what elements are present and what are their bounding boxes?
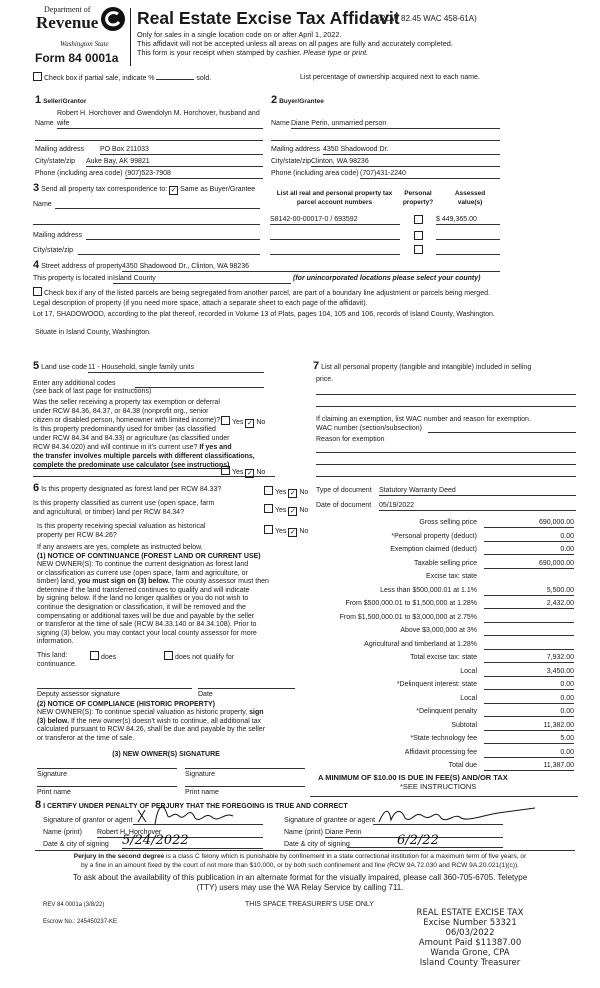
located-label: This property is located in (33, 275, 113, 282)
calc-value-field[interactable] (484, 613, 574, 623)
calc-value-field[interactable]: 0.00 (484, 680, 574, 690)
dept-label: Department of (44, 5, 91, 14)
land-use-label: 5 Land use code (33, 360, 88, 372)
segregate-checkbox[interactable] (33, 287, 42, 296)
historic-yes-no[interactable]: Yes ✓ No (264, 525, 308, 537)
escrow-number: Escrow No.: 245450237-KE (43, 919, 118, 925)
calc-label: *Delinquent penalty (416, 708, 477, 715)
notice-continuance-text: NEW OWNER(S): To continue the current designation as forest land or classification as current use (open space, farm and agriculture, or timber) land, you must sign on (3) below. The county assessor must then determine if the land transferred continues to qualify and will indicate by signing below. If the land no longer qualifies or you do not wish to continue the designation or classification, it will be removed and the compensating or additional taxes will be due and payable by the seller or transferor at the time of sale (RCW 84.33.140 or 84.34.108). Prior to signing (3) below, you may contact your local county assessor for more information. (37, 561, 269, 646)
calc-value-field[interactable]: 690,000.00 (484, 518, 574, 528)
buyer-mail-field[interactable]: 4350 Shadowood Dr. (323, 145, 500, 155)
additional-codes-field[interactable] (135, 387, 264, 388)
signature-label: Signature (185, 771, 215, 778)
header-line-1: Only for sales in a single location code on or after April 1, 2022. (137, 30, 342, 39)
segregate-row: Check box if any of the listed parcels are being segregated from another parcel, are part of a boundary line adjustment or parcels being merged. (33, 287, 490, 298)
seller-phone-field[interactable]: (907)523-7908 (125, 169, 263, 179)
calc-label: Less than $500,000.01 at 1.1% (380, 586, 477, 594)
seller-city-label: City/state/zip (35, 158, 76, 165)
calc-label: Local (460, 694, 477, 702)
header-line-2: This affidavit will not be accepted unless all areas on all pages are fully and accurately completed. (137, 39, 453, 48)
land-use-field[interactable]: 11 - Household, single family units (88, 363, 264, 373)
timber-question: Is this property predominantly used for timber (as classified under RCW 84.34 and 84.33) or agriculture (as classified under RCW 84.34.020) and will continue in it's current use? If yes and the transfer involves multiple parcels with different classifications, complete the predominate use calculator (see instructions) (33, 426, 255, 469)
seller-name-field[interactable]: wife (57, 119, 263, 129)
deputy-date-label: Date (198, 691, 213, 698)
calc-label: *Delinquent interest: state (396, 681, 477, 688)
perjury-note: Perjury in the second degree is a class C felony which is punishable by confinement in a state correctional institution for a maximum term of five years, or by a fine in an amount fixed by the court of not more than $10,000, or by both such confinement and fine (RCW 9A.72.030 and RCW 9A.20.021(1)(c)). (73, 853, 527, 869)
current-use-question: Is this property classified as current use (open space, farm and agricultural, or timber) land per RCW 84.34? (33, 500, 215, 516)
grantee-date-field[interactable]: 6/2/22 (347, 834, 503, 848)
buyer-name-label: Name (271, 120, 290, 127)
grantee-signature-label: Signature of grantee or agent (284, 817, 376, 824)
calc-label: Affidavit processing fee (404, 748, 477, 756)
send-city-label: City/state/zip (33, 247, 74, 254)
no-checkbox[interactable]: ✓ (246, 420, 253, 427)
doc-type-label: Type of document (316, 487, 372, 494)
partial-sale[interactable] (33, 72, 211, 83)
revenue-logo-text: Revenue (36, 13, 99, 32)
buyer-phone-label: Phone (including area code) (271, 170, 359, 177)
seller-name-label: Name (35, 120, 54, 127)
accessibility-note: To ask about the availability of this publication in an alternate format for the visually impaired, please call 360-705-6705. Teletype (TTY) users may use the WA Relay Service by calling 711. (72, 873, 528, 892)
assessed-value-field[interactable] (436, 239, 500, 240)
send-name-label: Name (33, 201, 52, 208)
send-correspondence: 3 Send all property tax correspondence to: ✓ Same as Buyer/Grantee (33, 182, 256, 194)
reason-field[interactable] (316, 464, 576, 465)
grantee-signature-icon (375, 804, 575, 828)
doc-date-field[interactable]: 05/19/2022 (379, 501, 576, 511)
does-not-checkbox[interactable] (164, 651, 173, 660)
calc-value-field[interactable]: 0.00 (484, 748, 574, 758)
calc-value-field[interactable]: 7,932.00 (484, 653, 574, 663)
yes-checkbox[interactable] (221, 416, 230, 425)
owner-print-name-field[interactable] (185, 786, 305, 787)
calc-label: Taxable selling price (413, 559, 477, 567)
legal-situate[interactable]: Situate in Island County, Washington. (35, 329, 151, 336)
calc-value-field[interactable] (484, 640, 574, 650)
sold-label: sold. (196, 75, 212, 82)
personal-property-field[interactable] (316, 406, 576, 407)
doc-type-field[interactable]: Statutory Warranty Deed (379, 486, 576, 496)
seller-mail-label: Mailing address (35, 146, 85, 153)
exemption-yes-no[interactable]: Yes ✓ No (221, 416, 265, 428)
calc-label: Above $3,000,000 at 3% (400, 627, 477, 634)
notice-compliance-title: (2) NOTICE OF COMPLIANCE (HISTORIC PROPERTY) (37, 701, 215, 708)
parcel-number-field[interactable] (270, 254, 400, 255)
reason-field[interactable] (316, 476, 576, 477)
ownership-note: List percentage of ownership acquired next to each name. (300, 74, 480, 81)
seller-name-line1: Robert H. Horchover and Gwendolyn M. Horchover, husband and (57, 110, 260, 117)
see-back-note: (see back of last page for instructions) (33, 388, 152, 395)
doc-date-label: Date of document (316, 502, 372, 509)
new-owner-signature-title: (3) NEW OWNER(S) SIGNATURE (112, 751, 220, 758)
does-not-option[interactable]: does not qualify for (164, 651, 234, 662)
buyer-name-field[interactable]: Diane Perin, unmarried person (291, 119, 500, 129)
legal-description[interactable]: Lot 17, SHADOWOOD, according to the plat thereof, recorded in Volume 13 of Plats, pages 104, 105 and 106, records of Island County, Washington. (33, 311, 495, 318)
calc-value-field[interactable]: 0.00 (484, 532, 574, 542)
deputy-signature-label: Deputy assessor signature (37, 691, 120, 698)
parcel-number-field[interactable]: S8142-00-00017-0 / 693592 (270, 215, 400, 225)
grantor-name-label: Name (print) (43, 829, 82, 836)
partial-sale-label: Check box if partial sale, indicate % (44, 75, 155, 82)
grantor-signature-icon (133, 800, 263, 830)
exemption-question: Was the seller receiving a property tax exemption or deferral under RCW 84.36, 84.37, or 84.38 (nonprofit org., senior citizen or disabled person, homeowner with limited income)? (33, 399, 221, 424)
exemption-note: If claiming an exemption, list WAC number and reason for exemption. (316, 416, 531, 423)
calc-value-field[interactable]: 5,500.00 (484, 586, 574, 596)
reason-field[interactable] (316, 452, 576, 453)
owner-signature-field[interactable] (37, 768, 177, 769)
calc-value-field[interactable]: 5.00 (484, 734, 574, 744)
timber-yes-no[interactable]: Yes ✓ No (221, 466, 265, 478)
rcw-ref: (RCW 82.45 WAC 458-61A) (377, 14, 477, 23)
yes-checkbox[interactable] (264, 504, 273, 513)
revision-label: REV 84 0001a (3/8/22) (43, 902, 105, 908)
notice-continuance-title: (1) NOTICE OF CONTINUANCE (FOREST LAND OR CURRENT USE) (37, 553, 261, 560)
certify-statement: 8 I CERTIFY UNDER PENALTY OF PERJURY THAT THE FOREGOING IS TRUE AND CORRECT (35, 799, 348, 811)
personal-property-checkbox[interactable] (414, 215, 423, 224)
seller-city-field[interactable]: Auke Bay, AK 99821 (86, 157, 263, 167)
buyer-city-label: City/state/zip (271, 158, 312, 165)
calc-label: Gross selling price (419, 519, 477, 526)
send-mail-field[interactable] (86, 239, 260, 240)
street-label: 4 Street address of property (33, 259, 123, 271)
buyer-phone-field[interactable]: (707)431-2240 (360, 169, 500, 179)
grantor-name-field[interactable]: Robert H. Horchover (97, 828, 263, 838)
grantee-name-label: Name (print) (284, 829, 323, 836)
calc-value-field[interactable]: 0.00 (484, 707, 574, 717)
buyer-heading: 2 Buyer/Grantee (271, 94, 324, 106)
calc-label: From $1,500,000.01 to $3,000,000 at 2.75% (339, 613, 477, 621)
county-select[interactable]: Island County (113, 274, 291, 284)
if-yes-note: If any answers are yes, complete as instructed below. (37, 544, 203, 551)
personal-property-label: 7 List all personal property (tangible and intangible) included in selling (313, 360, 532, 372)
forest-yes-no[interactable]: Yes ✓ No (264, 486, 308, 498)
state-label: Washington State (60, 40, 109, 48)
calc-label: Exemption claimed (deduct) (390, 546, 477, 553)
no-checkbox[interactable]: ✓ (289, 508, 296, 515)
grantee-name-field[interactable]: Diane Perin (325, 828, 503, 838)
seller-phone-label: Phone (including area code) (35, 170, 123, 177)
calc-value-field[interactable]: 0.00 (484, 694, 574, 704)
wac-field[interactable] (428, 432, 576, 433)
deputy-date-field[interactable] (198, 688, 295, 689)
additional-codes-label: Enter any additional codes (33, 380, 116, 387)
forest-question: 6 Is this property designated as forest land per RCW 84.33? (33, 482, 222, 494)
no-checkbox[interactable]: ✓ (246, 470, 253, 477)
calc-label: *State technology fee (410, 735, 477, 742)
calc-label: Local (460, 667, 477, 675)
county-note: (for unincorporated locations please select your county) (293, 275, 481, 282)
grantor-date-label: Date & city of signing (43, 841, 109, 848)
header-line-3: This form is your receipt when stamped by cashier. Please type or print. (137, 48, 369, 57)
personal-property-checkbox[interactable] (414, 245, 423, 254)
print-name-label: Print name (185, 789, 219, 796)
calc-label: Agricultural and timberland at 1.28% (364, 640, 477, 648)
does-checkbox[interactable] (90, 651, 99, 660)
this-land-label: This land: (37, 652, 68, 659)
yes-checkbox[interactable] (221, 466, 230, 475)
grantee-date-label: Date & city of signing (284, 841, 350, 848)
deputy-signature-field[interactable] (37, 688, 192, 689)
grantor-signature-label: Signature of grantor or agent (43, 817, 133, 824)
current-use-yes-no[interactable]: Yes ✓ No (264, 504, 308, 516)
parcel-number-field[interactable] (270, 239, 400, 240)
yes-checkbox[interactable] (264, 486, 273, 495)
personal-property-label2: price. (316, 376, 334, 383)
dor-logo-icon (100, 6, 126, 32)
calc-value-field[interactable]: 2,432.00 (484, 599, 574, 609)
seller-blank-line (35, 140, 263, 141)
buyer-blank-line (271, 140, 500, 141)
form-number: Form 84 0001a (35, 51, 119, 65)
same-as-buyer-checkbox[interactable]: ✓ (170, 187, 177, 194)
treasurer-use-label: THIS SPACE TREASURER'S USE ONLY (245, 901, 374, 908)
calc-label: Total due (448, 762, 477, 769)
treasurer-stamp: REAL ESTATE EXCISE TAX Excise Number 53321 06/03/2022 Amount Paid $11387.00 Wanda Grone, CPA Island County Treasurer (416, 908, 524, 968)
notice-compliance-text: NEW OWNER(S): To continue special valuation as historic property, sign (3) below. If the new owner(s) doesn't wish to continue, all additional tax calculated pursuant to RCW 84.26, shall be due and payable by the seller or transferor at the time of sale. (37, 709, 266, 742)
print-name-label: Print name (37, 789, 71, 796)
seller-mail-field[interactable]: PO Box 211033 (100, 145, 263, 155)
calc-label: Excise tax: state (426, 573, 477, 580)
send-blank-line[interactable] (33, 224, 260, 225)
calc-label: Subtotal (451, 721, 477, 729)
owner-signature-field[interactable] (185, 768, 305, 769)
reason-label: Reason for exemption (316, 436, 385, 443)
calc-label: From $500,000.01 to $1,500,000 at 1.28% (345, 600, 477, 607)
assessed-value-field[interactable]: $ 449,365.00 (436, 215, 500, 225)
send-mail-label: Mailing address (33, 232, 83, 239)
see-instructions: *SEE INSTRUCTIONS (400, 782, 477, 791)
calc-value-field[interactable]: 690,000.00 (484, 559, 574, 569)
calc-label: Total excise tax: state (410, 654, 477, 661)
assessed-value-field[interactable] (436, 254, 500, 255)
section-divider (310, 796, 578, 797)
calc-value-field[interactable]: 11,387.00 (484, 761, 574, 771)
wac-label: WAC number (section/subsection) (316, 425, 422, 432)
partial-percent-field[interactable] (156, 79, 194, 80)
street-field[interactable]: 4350 Shadowood Dr., Clinton, WA 98236 (122, 262, 500, 272)
buyer-city-field[interactable]: Clinton, WA 98236 (311, 157, 500, 167)
page-title: Real Estate Excise Tax Affidavit (137, 8, 400, 28)
grantor-date-field[interactable]: 5/24/2022 (122, 834, 263, 849)
calc-label: *Personal property (deduct) (391, 532, 477, 540)
parcel-header: List all real and personal property tax parcel account numbers (276, 190, 393, 206)
partial-sale-checkbox[interactable] (33, 72, 42, 81)
minimum-note: A MINIMUM OF $10.00 IS DUE IN FEE(S) AND/OR TAX (318, 773, 508, 782)
section-divider (33, 476, 275, 477)
yes-checkbox[interactable] (264, 525, 273, 534)
calc-value-field[interactable]: 3,450.00 (484, 667, 574, 677)
calc-value-field[interactable] (484, 626, 574, 636)
personal-property-field[interactable] (316, 394, 576, 395)
personal-property-header: Personal property? (402, 190, 434, 206)
seller-heading: 1 Seller/Grantor (35, 94, 87, 106)
legal-label: Legal description of property (if you need more space, attach a separate sheet to each page of the affidavit). (33, 300, 368, 307)
historic-question: Is this property receiving special valuation as historical property per RCW 84.26? (37, 523, 206, 539)
section-divider (35, 850, 575, 851)
no-checkbox[interactable]: ✓ (289, 529, 296, 536)
continuance-label: continuance. (37, 661, 77, 668)
header-divider (130, 8, 131, 66)
calc-value-field[interactable]: 11,382.00 (484, 721, 574, 731)
calc-value-field[interactable]: 0.00 (484, 545, 574, 555)
buyer-mail-label: Mailing address (271, 146, 321, 153)
no-checkbox[interactable]: ✓ (289, 490, 296, 497)
send-name-field[interactable] (55, 208, 260, 209)
signature-label: Signature (37, 771, 67, 778)
owner-print-name-field[interactable] (37, 786, 177, 787)
personal-property-checkbox[interactable] (414, 231, 423, 240)
assessed-value-header: Assessed value(s) (454, 190, 486, 206)
send-city-field[interactable] (78, 254, 260, 255)
does-option[interactable]: does (90, 651, 116, 662)
